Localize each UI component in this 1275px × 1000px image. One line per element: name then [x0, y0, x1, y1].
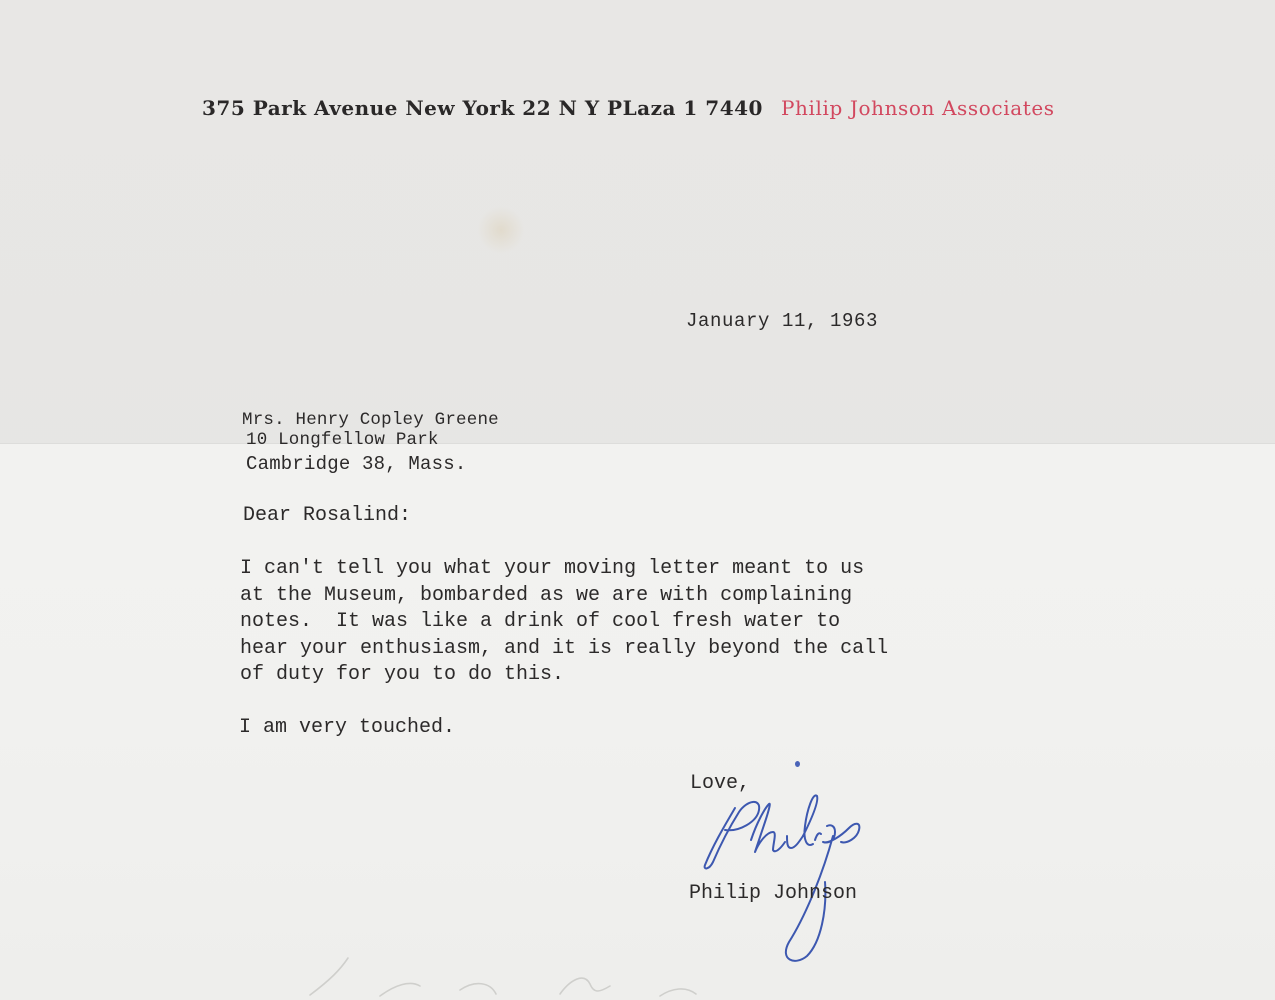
sign-off: Love,	[690, 772, 751, 795]
letterhead	[202, 96, 1055, 120]
closing-sentence: I am very touched.	[239, 716, 456, 739]
paper-stain	[478, 205, 524, 255]
recipient-name: Mrs. Henry Copley Greene	[242, 410, 499, 430]
salutation: Dear Rosalind:	[243, 504, 412, 527]
letterhead-address: 375 Park Avenue New York 22 N Y PLaza 1 7440	[202, 96, 763, 120]
handwritten-signature	[695, 770, 895, 970]
letter-body: I can't tell you what your moving letter meant to us at the Museum, bombarded as we are with complaining notes. It was like a drink of cool fresh water to hear your enthusiasm, and it is really beyond the call of duty for you to do this.	[240, 557, 889, 686]
letter-date: January 11, 1963	[686, 310, 879, 332]
letterhead-firm-name: Philip Johnson Associates	[780, 96, 1055, 120]
ink-bleed-through	[300, 950, 800, 1000]
ink-dot	[795, 761, 800, 767]
paper-fold-lower	[0, 444, 1275, 1000]
signer-name: Philip Johnson	[689, 882, 858, 905]
recipient-city: Cambridge 38, Mass.	[246, 453, 467, 475]
recipient-street: 10 Longfellow Park	[246, 430, 439, 450]
